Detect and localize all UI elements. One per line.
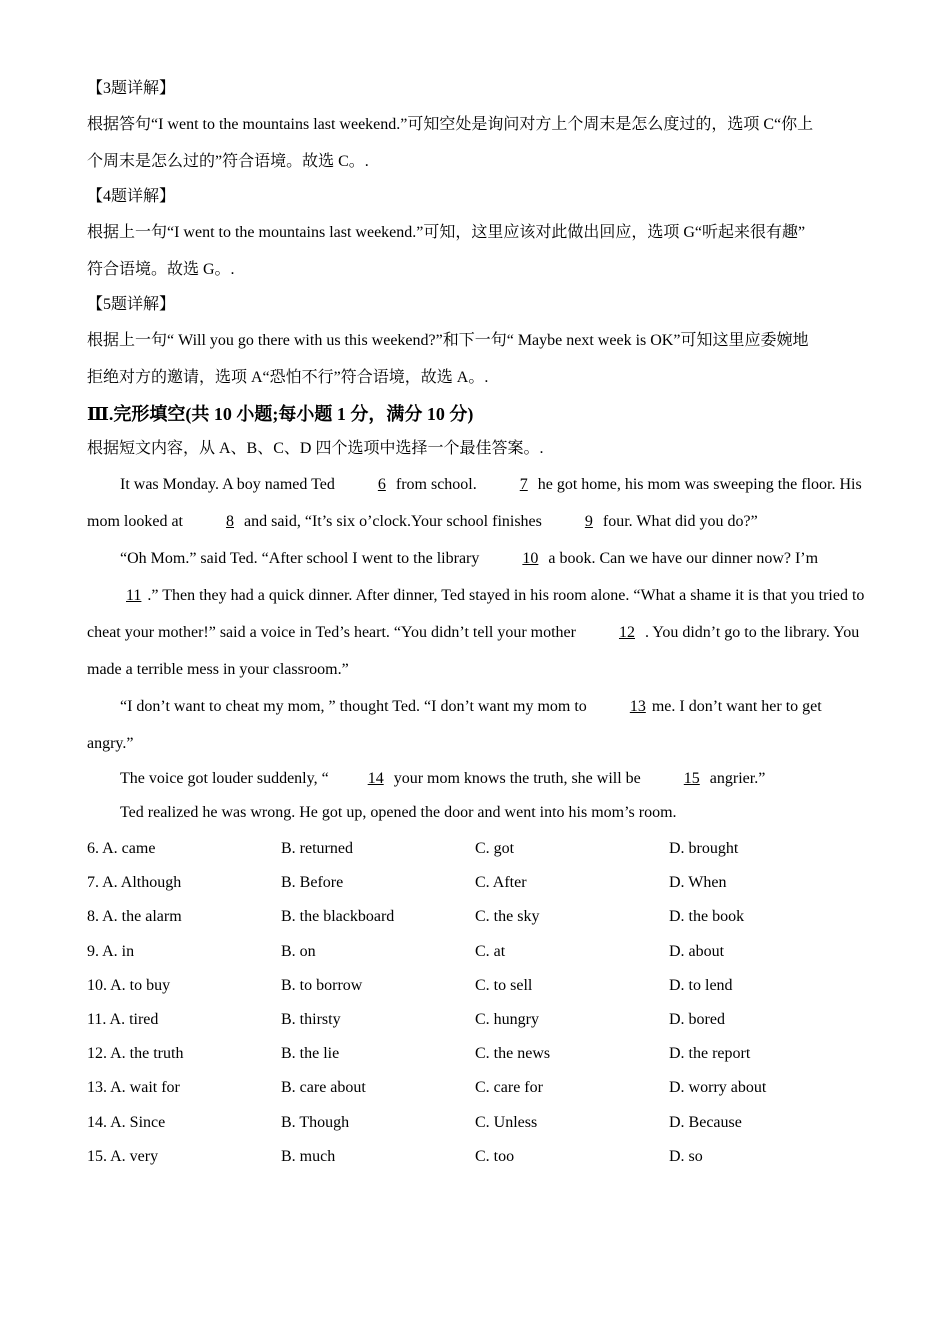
blank-13: 13 [629, 698, 646, 715]
option-c: C. care for [475, 1079, 543, 1097]
option-a: 9. A. in [87, 942, 135, 960]
option-c: C. too [475, 1147, 515, 1165]
option-row [87, 866, 867, 900]
option-d: D. about [669, 942, 725, 960]
option-a: 10. A. to buy [87, 976, 171, 994]
option-a: 12. A. the truth [87, 1045, 184, 1063]
option-b: B. to borrow [281, 976, 363, 994]
passage-text: angrier.” [705, 770, 766, 787]
option-d: D. so [669, 1147, 703, 1165]
option-row [87, 1106, 867, 1140]
option-b: B. Before [281, 874, 344, 892]
option-d: D. to lend [669, 976, 733, 994]
option-b: B. the blackboard [281, 908, 395, 926]
option-c: C. to sell [475, 976, 533, 994]
option-c: C. Unless [475, 1113, 538, 1131]
explanation-header: 【4题详解】 [87, 188, 176, 205]
explanation-text: 根据上一句“I went to the mountains last weekend.”可知，这里应该对此做出回应，选项 G“听起来很有趣” [87, 224, 806, 241]
passage-text: from school. [391, 476, 481, 493]
blank-8: 8 [225, 513, 234, 530]
blank-10: 10 [522, 550, 539, 567]
option-c: C. at [475, 942, 506, 960]
explanation-text: 根据答句“I went to the mountains last weekend.”可知空处是询问对方上个周末是怎么度过的，选项 C“你上 [87, 116, 814, 133]
passage-text: “I don’t want to cheat my mom, ” thought Ted. “I don’t want my mom to [120, 698, 591, 715]
option-c: C. the sky [475, 908, 540, 926]
option-d: D. the book [669, 908, 745, 926]
passage-text: “Oh Mom.” said Ted. “After school I went to the library [120, 550, 484, 567]
option-d: D. bored [669, 1010, 725, 1028]
option-row [87, 832, 867, 866]
option-d: D. When [669, 874, 727, 892]
option-b: B. returned [281, 840, 353, 857]
option-row [87, 969, 867, 1003]
blank-7: 7 [519, 476, 528, 493]
passage-paragraph [87, 540, 867, 688]
passage-text: Ted realized he was wrong. He got up, opened the door and went into his mom’s room. [120, 804, 677, 821]
option-b: B. care about [281, 1079, 366, 1097]
option-d: D. the report [669, 1045, 751, 1063]
passage-text: four. What did you do?” [598, 513, 758, 530]
explanation-header: 【3题详解】 [87, 80, 176, 97]
option-b: B. on [281, 942, 316, 960]
option-d: D. brought [669, 840, 739, 857]
option-row [87, 900, 867, 934]
passage-text: a book. Can we have our dinner now? I’m [544, 550, 819, 567]
option-c: C. got [475, 840, 515, 857]
option-row [87, 935, 867, 969]
option-d: D. worry about [669, 1079, 767, 1097]
blank-6: 6 [377, 476, 386, 493]
passage-text: . You didn’t go to the library. You made a terrible mess in your classroom.” [87, 624, 860, 678]
passage-text: It was Monday. A boy named Ted [120, 476, 339, 493]
blank-14: 14 [367, 770, 384, 787]
passage-text: your mom knows the truth, she will be [389, 770, 645, 787]
blank-9: 9 [584, 513, 593, 530]
option-d: D. Because [669, 1113, 742, 1131]
explanation-text: 符合语境。故选 G。. [87, 261, 235, 278]
blank-15: 15 [683, 770, 700, 787]
explanation-text: 个周末是怎么过的”符合语境。故选 C。. [87, 153, 369, 170]
option-a: 11. A. tired [87, 1010, 159, 1028]
document-page [87, 72, 867, 1174]
option-row [87, 1140, 867, 1174]
option-row [87, 1037, 867, 1071]
passage-paragraph [87, 762, 867, 796]
passage-text: and said, “It’s six o’clock.Your school finishes [239, 513, 546, 530]
options-list [87, 832, 867, 1174]
passage-paragraph [87, 796, 867, 830]
option-a: 7. A. Although [87, 874, 182, 892]
option-row [87, 1071, 867, 1105]
passage-text: The voice got louder suddenly, “ [120, 770, 329, 787]
section-instruction: 根据短文内容，从 A、B、C、D 四个选项中选择一个最佳答案。. [87, 440, 544, 457]
option-b: B. Though [281, 1113, 350, 1131]
option-a: 6. A. came [87, 840, 156, 857]
option-c: C. hungry [475, 1010, 539, 1028]
blank-11: 11 [126, 587, 142, 604]
explanation-text: 拒绝对方的邀请，选项 A“恐怕不行”符合语境，故选 A。. [87, 369, 489, 386]
option-a: 15. A. very [87, 1147, 159, 1165]
option-a: 13. A. wait for [87, 1079, 180, 1097]
passage-paragraph [87, 688, 867, 762]
option-b: B. the lie [281, 1045, 340, 1063]
option-a: 8. A. the alarm [87, 908, 182, 926]
blank-12: 12 [618, 624, 635, 641]
option-c: C. After [475, 874, 527, 892]
explanation-header: 【5题详解】 [87, 296, 176, 313]
explanation-text: 根据上一句“ Will you go there with us this weekend?”和下一句“ Maybe next week is OK”可知这里应委婉地 [87, 332, 809, 349]
option-row [87, 1003, 867, 1037]
passage-text: he got home, his mom was sweeping the floor. His mom looked at [87, 476, 862, 530]
option-c: C. the news [475, 1045, 551, 1063]
option-b: B. thirsty [281, 1010, 341, 1028]
option-b: B. much [281, 1147, 336, 1165]
passage-text: .” Then they had a quick dinner. After dinner, Ted stayed in his room alone. “What a shame it is that you tried to cheat your mother!” said a voice in Ted’s heart. “You didn’t tell your mother [87, 587, 865, 641]
section-title: Ⅲ.完形填空(共 10 小题;每小题 1 分，满分 10 分) [87, 404, 474, 424]
option-a: 14. A. Since [87, 1113, 166, 1131]
passage-text: me. I don’t want her to get angry.” [87, 698, 822, 752]
passage-paragraph [87, 466, 867, 540]
